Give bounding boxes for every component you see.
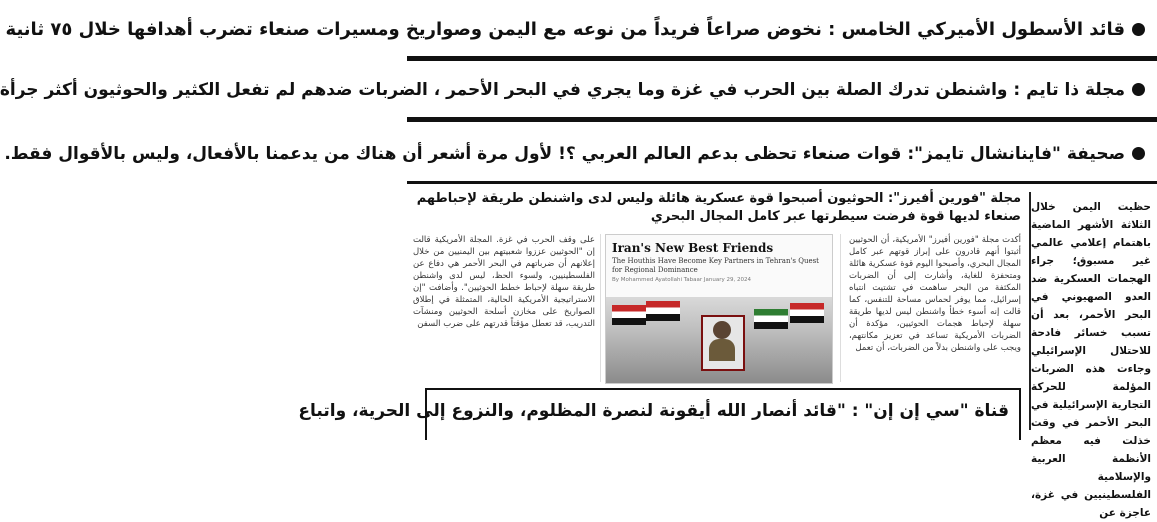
headline-1 [5, 10, 1157, 50]
flag-icon [612, 305, 646, 325]
headline-3 [4, 134, 1157, 174]
bullet-icon [1132, 83, 1145, 96]
image-article-subtitle: The Houthis Have Become Key Partners in Tehran's Quest for Regional Dominance [612, 257, 819, 274]
article-body [413, 234, 1021, 382]
flag-icon [754, 309, 788, 329]
divider [407, 181, 1157, 184]
bullet-icon [1132, 147, 1145, 160]
article-column-b: على وقف الحرب في غزة. المجلة الأمريكية قالت إن "الحوثيين عززوا شعبيتهم بين اليمنيين من خلال إعلانهم أن ضرباتهم في البحر الأحمر هي دفاع عن الفلسطينيين، ولسوء الحظ، ليس لدى واشنطن طريقة سهلة لإحباط خطط الحوثيين". وأضافت "إن الاستراتيجية الأمريكية الحالية، المتمثلة في إطلاق الصواريخ على مخازن أسلحة الحوثيين ومنشآت التدريب، قد تعطل مؤقتاً قدرتهم على ضرب السفن [413, 235, 595, 329]
rally-photo [606, 297, 832, 383]
bottom-headline: قناة "سي إن إن" : "قائد أنصار الله أيقونة لنصرة المظلوم، والنزوع إلى الحرية، واتباع [298, 401, 1009, 421]
portrait-banner [701, 315, 745, 371]
divider [407, 56, 1157, 61]
flag-icon [790, 303, 824, 323]
image-article-byline: By Mohammed Ayatollahi Tabaar January 29, 2024 [612, 277, 751, 283]
headline-2-text: مجلة ذا تايم : واشنطن تدرك الصلة بين الحرب في غزة وما يجري في البحر الأحمر ، الضربات ضدهم لم تفعل الكثير والحوثيون أكثر جرأة [0, 80, 1125, 100]
flag-icon [646, 301, 680, 321]
bullet-icon [1132, 23, 1145, 36]
sidebar-text: حظيت اليمن خلال الثلاثة الأشهر الماضية باهتمام إعلامي عالمي غير مسبوق؛ جراء الهجمات العسكرية ضد العدو الصهيوني في البحر الأحمر، بعد أن تسبب خسائر فادحة للاحتلال الإسرائيلي وجاءت هذه الضربات المؤلمة للحركة التجارية الإسرائيلية في البحر الأحمر في وقت خذلت فيه معظم الأنظمة العربية والإسلامية الفلسطينيين في غزة، عاجزة عن [1031, 201, 1151, 519]
divider [407, 117, 1157, 122]
article-image [605, 234, 833, 384]
column-rule [600, 234, 601, 382]
article-headline: مجلة "فورين أفيرز": الحوثيون أصبحوا قوة عسكرية هائلة وليس لدى واشنطن طريقة لإحباطهم صنعاء لديها قوة فرضت سيطرتها عبر كامل المجال البحري [416, 191, 1021, 224]
headline-2 [0, 70, 1157, 110]
image-article-title: Iran's New Best Friends [612, 241, 774, 255]
bottom-headline-box [298, 388, 1021, 440]
headline-3-text: صحيفة "فاينانشال تايمز": قوات صنعاء تحظى بدعم العالم العربي ؟! لأول مرة أشعر أن هناك من يدعمنا بالأفعال، وليس بالأقوال فقط. [4, 144, 1125, 164]
column-rule [840, 234, 841, 382]
article-column-a: أكدت مجلة "فورين أفيرز" الأمريكية، أن الحوثيين أثبتوا أنهم قادرون على إبراز قوتهم عبر كامل المجال البحري، وأصبحوا اليوم قوة عسكرية هائلة ومتحفزة للغاية، وأشارت إلى أن الضربات المكثفة من البحر ساهمت في تشتيت انتباه إسرائيل، مما يوفر لحماس مساحة للتنفس، كما قالت إنه أسوء خطأ واشنطن ليس لديها طريقة سهلة لإحباط هجمات الحوثيين، مؤكدة أن الضربات الأمريكية تساعد في تعزيز مكانتهم، ويجب على واشنطن بدلاً من الضربات، أن تعمل [849, 235, 1021, 353]
headline-1-text: قائد الأسطول الأميركي الخامس : نخوض صراعاً فريداً من نوعه مع اليمن وصواريخ ومسيرات صنعاء تضرب أهدافها خلال ٧٥ ثانية [5, 19, 1125, 40]
sidebar-column [1029, 192, 1157, 519]
